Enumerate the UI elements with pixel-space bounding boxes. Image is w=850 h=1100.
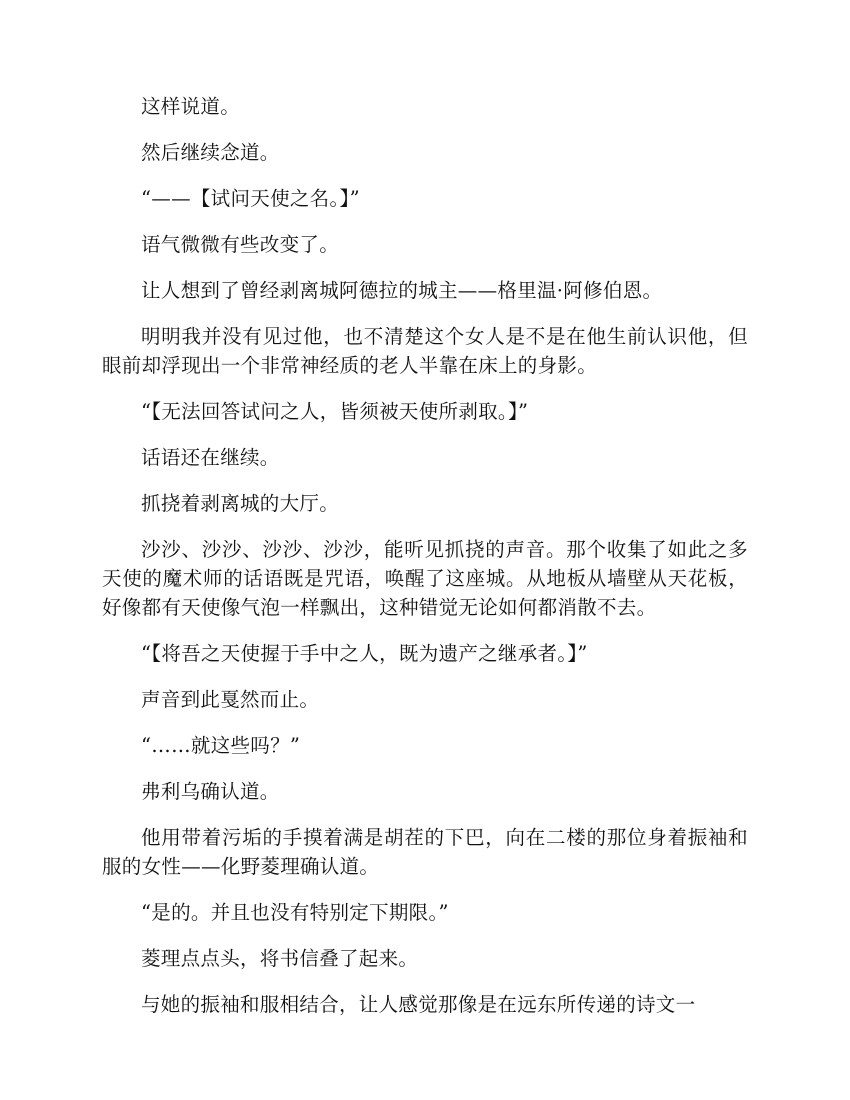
paragraph: 然后继续念道。 [141,141,280,164]
paragraph: 弗利乌确认道。 [141,780,280,803]
paragraph: “【无法回答试问之人，皆须被天使所剥取。】” [141,400,529,423]
paragraph: 这样说道。 [141,95,241,118]
paragraph: 声音到此戛然而止。 [141,688,320,711]
paragraph: 语气微微有些改变了。 [141,233,340,256]
paragraph: 话语还在继续。 [141,446,280,469]
paragraph: 让人想到了曾经剥离城阿德拉的城主——格里温·阿修伯恩。 [141,279,663,302]
paragraph: 抓挠着剥离城的大厅。 [141,492,340,515]
paragraph: 他用带着污垢的手摸着满是胡茬的下巴，向在二楼的那位身着振袖和服的女性——化野菱理确认道。 [102,826,748,878]
paragraph: 沙沙、沙沙、沙沙、沙沙，能听见抓挠的声音。那个收集了如此之多天使的魔术师的话语既是咒语，唤醒了这座城。从地板从墙壁从天花板，好像都有天使像气泡一样飘出，这种错觉无论如何都消散不去。 [102,538,748,619]
paragraph: “……就这些吗？” [141,734,301,757]
paragraph: “——【试问天使之名。】” [141,187,360,210]
paragraph: 菱理点点头，将书信叠了起来。 [141,947,419,970]
paragraph: 与她的振袖和服相结合，让人感觉那像是在远东所传递的诗文一 [141,993,696,1016]
document-body [102,92,748,1036]
paragraph: “是的。并且也没有特别定下期限。” [141,901,449,924]
paragraph: 明明我并没有见过他，也不清楚这个女人是不是在他生前认识他，但眼前却浮现出一个非常神经质的老人半靠在床上的身影。 [102,325,748,377]
paragraph: “【将吾之天使握于手中之人，既为遗产之继承者。】” [141,642,588,665]
